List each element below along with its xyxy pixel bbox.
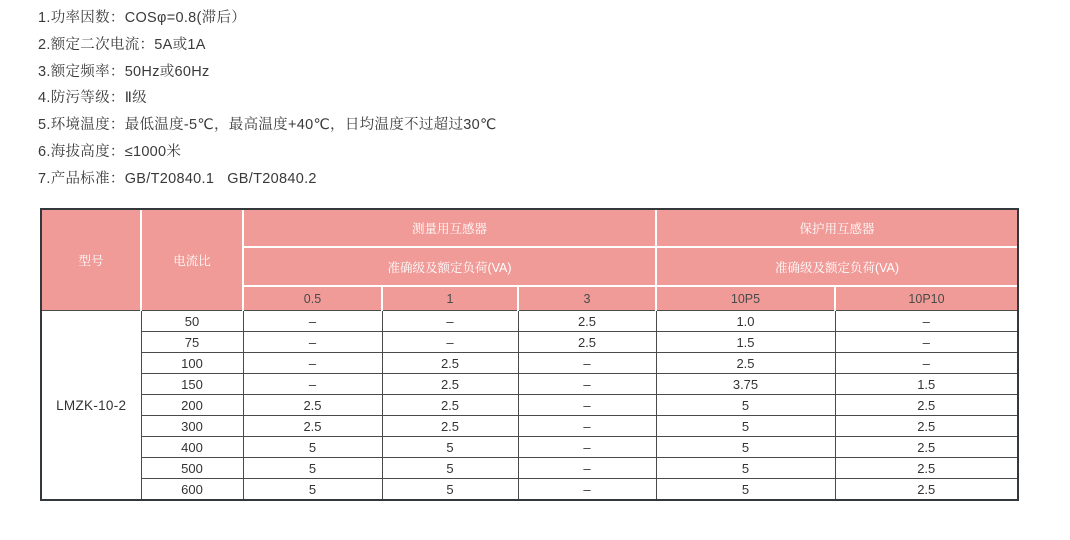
value-cell: –: [518, 416, 656, 437]
spec-item-5: 5.环境温度：最低温度-5℃，最高温度+40℃，日均温度不过超过30℃: [38, 117, 497, 134]
table-row: [42, 332, 1017, 353]
spec-table: [42, 210, 1017, 499]
value-cell: 5: [243, 437, 382, 458]
table-row: [42, 479, 1017, 500]
value-cell: 1.0: [656, 311, 835, 332]
ratio-cell: 150: [141, 374, 243, 395]
value-cell: –: [243, 311, 382, 332]
value-cell: –: [518, 437, 656, 458]
value-cell: 2.5: [243, 395, 382, 416]
value-cell: –: [518, 395, 656, 416]
spec-item-2: 2.额定二次电流：5A或1A: [38, 36, 206, 53]
value-cell: –: [835, 332, 1017, 353]
value-cell: –: [518, 479, 656, 500]
ratio-cell: 400: [141, 437, 243, 458]
table-row: [42, 395, 1017, 416]
value-cell: 2.5: [835, 416, 1017, 437]
table-row: [42, 458, 1017, 479]
spec-item-7: 7.产品标准：GB/T20840.1 GB/T20840.2: [38, 170, 317, 187]
value-cell: –: [243, 374, 382, 395]
class-3-header: 3: [518, 286, 656, 311]
value-cell: 2.5: [382, 395, 518, 416]
value-cell: 5: [656, 437, 835, 458]
value-cell: 2.5: [835, 437, 1017, 458]
protection-accuracy-header: 准确级及额定负荷(VA): [656, 247, 1017, 286]
value-cell: –: [518, 458, 656, 479]
value-cell: 1.5: [656, 332, 835, 353]
value-cell: 5: [656, 395, 835, 416]
model-header: 型号: [42, 210, 141, 311]
ratio-cell: 100: [141, 353, 243, 374]
class-05-header: 0.5: [243, 286, 382, 311]
ratio-header: 电流比: [141, 210, 243, 311]
spec-item-1: 1.功率因数：COSφ=0.8(滞后）: [38, 10, 247, 26]
ratio-cell: 50: [141, 311, 243, 332]
value-cell: 2.5: [518, 311, 656, 332]
protection-group-header: 保护用互感器: [656, 210, 1017, 247]
value-cell: –: [382, 332, 518, 353]
class-10p10-header: 10P10: [835, 286, 1017, 311]
table-row: [42, 437, 1017, 458]
value-cell: 5: [382, 437, 518, 458]
value-cell: 2.5: [835, 395, 1017, 416]
spec-item-3: 3.额定频率：50Hz或60Hz: [38, 63, 210, 80]
measuring-accuracy-header: 准确级及额定负荷(VA): [243, 247, 656, 286]
value-cell: 1.5: [835, 374, 1017, 395]
value-cell: –: [243, 332, 382, 353]
measuring-group-header: 测量用互感器: [243, 210, 656, 247]
table-row: [42, 374, 1017, 395]
value-cell: 2.5: [656, 353, 835, 374]
spec-item-6: 6.海拔高度：≤1000米: [38, 143, 182, 160]
table-row: [42, 416, 1017, 437]
value-cell: 5: [656, 479, 835, 500]
ratio-cell: 500: [141, 458, 243, 479]
value-cell: –: [835, 353, 1017, 374]
ratio-cell: 200: [141, 395, 243, 416]
value-cell: 2.5: [382, 374, 518, 395]
value-cell: 3.75: [656, 374, 835, 395]
model-cell: LMZK-10-2: [42, 311, 141, 500]
value-cell: –: [518, 353, 656, 374]
value-cell: 5: [656, 458, 835, 479]
value-cell: 5: [382, 479, 518, 500]
ratio-cell: 300: [141, 416, 243, 437]
spec-list: [38, 5, 497, 193]
ratio-cell: 600: [141, 479, 243, 500]
table-row: [42, 353, 1017, 374]
value-cell: 5: [243, 458, 382, 479]
value-cell: 2.5: [835, 458, 1017, 479]
value-cell: 5: [656, 416, 835, 437]
table-row: [42, 311, 1017, 332]
ratio-cell: 75: [141, 332, 243, 353]
value-cell: 2.5: [835, 479, 1017, 500]
value-cell: –: [243, 353, 382, 374]
value-cell: 2.5: [382, 416, 518, 437]
value-cell: 5: [382, 458, 518, 479]
value-cell: 2.5: [382, 353, 518, 374]
class-10p5-header: 10P5: [656, 286, 835, 311]
value-cell: –: [835, 311, 1017, 332]
class-1-header: 1: [382, 286, 518, 311]
spec-table-wrapper: [40, 208, 1019, 501]
spec-item-4: 4.防污等级：Ⅱ级: [38, 90, 147, 107]
value-cell: 2.5: [518, 332, 656, 353]
header-row-groups: [42, 210, 1017, 247]
value-cell: 5: [243, 479, 382, 500]
value-cell: –: [518, 374, 656, 395]
value-cell: 2.5: [243, 416, 382, 437]
value-cell: –: [382, 311, 518, 332]
